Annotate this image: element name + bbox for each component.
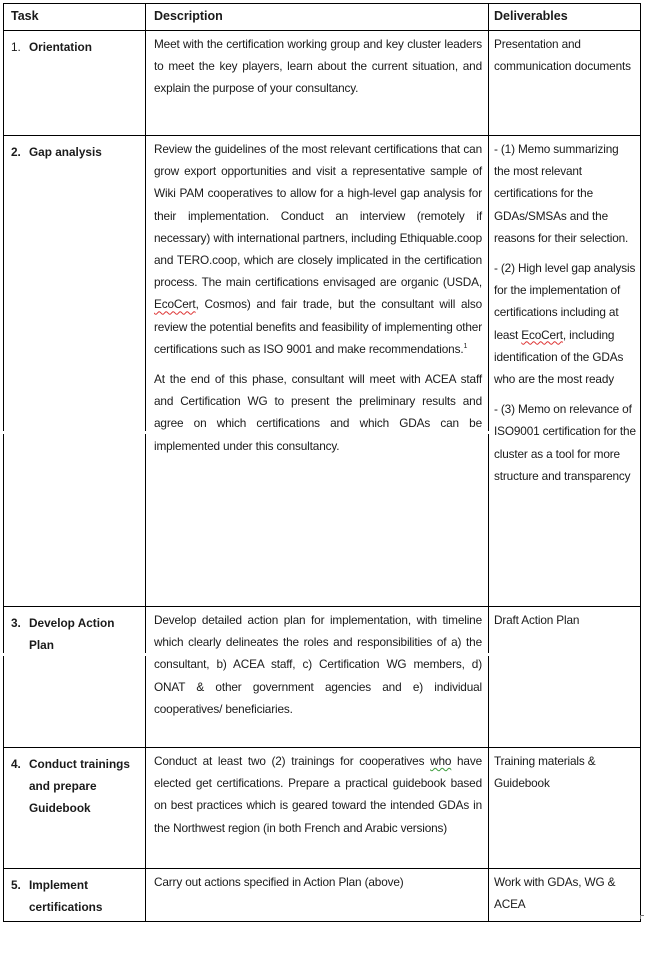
task-cell: [4, 136, 145, 606]
task-number: 1.: [11, 40, 21, 54]
description-cell: [145, 869, 488, 921]
table-row: [3, 747, 641, 868]
task-name: Develop Action Plan: [29, 616, 115, 653]
deliverable-text: - (2) High level gap analysis for the implementation of certifications including at least: [494, 261, 636, 342]
footnote-marker[interactable]: 1: [463, 342, 468, 350]
description-text: Review the guidelines of the most relevant certifications that can grow export opportunities and visit a representative sample of Wiki PAM cooperatives to allow for a high-level gap analysis for their implementation. Conduct an interview (remotely if necessary) with international partners, including Ethiquable.coop and TERO.coop, which are closely implicated in the certification process. The main certifications envisaged are organic (USDA,: [154, 142, 482, 290]
description-text: Carry out actions specified in Action Plan (above): [154, 875, 404, 889]
grammar-flagged-word[interactable]: who: [430, 754, 452, 768]
description-paragraph-2: At the end of this phase, consultant will meet with ACEA staff and Certification WG to present the preliminary results and agree on which certifications and which GDAs can be implemented under this consultancy.: [154, 372, 482, 453]
spellcheck-flagged-word[interactable]: EcoCert: [521, 327, 563, 342]
deliverable-item: - (1) Memo summarizing the most relevant certifications for the GDAs/SMSAs and the reasons for their selection.: [494, 142, 629, 245]
description-text: Develop detailed action plan for implementation, with timeline which clearly delineates the roles and responsibilities of a) the consultant, b) ACEA staff, c) Certification WG members, d) ONAT & other government agencies and e) individual cooperatives/ beneficiaries.: [154, 613, 482, 716]
deliverables-text: Draft Action Plan: [494, 613, 580, 627]
task-name: Implement certifications: [29, 878, 103, 915]
description-text: [154, 750, 482, 839]
header-task-label: Task: [11, 9, 39, 23]
page-break-gap: [2, 431, 6, 434]
header-description: [145, 4, 488, 30]
page-break-gap: [2, 653, 6, 656]
table-row: [3, 868, 641, 922]
deliverable-item: [494, 257, 636, 390]
table-row: [3, 30, 641, 135]
page-break-gap: [143, 653, 147, 656]
deliverable-item: - (3) Memo on relevance of ISO9001 certification for the cluster as a tool for more structure and transparency: [494, 402, 636, 483]
description-text: Meet with the certification working group and key cluster leaders to meet the key players, learn about the current situation, and explain the purpose of your consultancy.: [154, 37, 482, 96]
deliverables-cell: [488, 748, 640, 868]
deliverable-text: , including identification of the GDAs who are the most ready: [494, 327, 624, 387]
task-number: 4.: [11, 757, 21, 771]
task-table: [3, 3, 641, 922]
task-cell: [4, 31, 145, 135]
deliverables-cell: [488, 31, 640, 135]
page-break-gap: [143, 431, 147, 434]
description-text: , Cosmos) and fair trade, but the consultant will also review the potential benefits and feasibility of implementing other certifications such as ISO 9001 and make recommendations.: [154, 297, 482, 356]
table-end-marker: [640, 915, 641, 919]
task-number: 5.: [11, 878, 21, 892]
deliverables-cell: [488, 607, 640, 747]
deliverables-text: Training materials & Guidebook: [494, 754, 596, 791]
task-name: Gap analysis: [29, 145, 102, 159]
deliverables-cell: [488, 869, 640, 921]
description-cell: [145, 31, 488, 135]
task-cell: [4, 748, 145, 868]
task-number: 2.: [11, 145, 21, 159]
page-break-gap: [486, 431, 490, 434]
description-cell: [145, 607, 488, 747]
header-task: [4, 4, 145, 30]
page-break-gap: [486, 653, 490, 656]
deliverables-cell: [488, 136, 640, 606]
description-text-part: Conduct at least two (2) trainings for cooperatives: [154, 754, 431, 768]
deliverables-text: Work with GDAs, WG & ACEA: [494, 875, 616, 912]
spellcheck-flagged-word[interactable]: EcoCert: [154, 297, 196, 312]
header-deliverables: [488, 4, 640, 30]
description-text-part: have elected get certifications. Prepare a practical guidebook based on best practices which is geared toward the intended GDAs in the Northwest region (in both French and Arabic versions): [154, 754, 483, 835]
task-number: 3.: [11, 616, 21, 630]
description-cell: [145, 748, 488, 868]
table-row: [3, 606, 641, 747]
header-description-label: Description: [154, 9, 223, 23]
task-cell: [4, 607, 145, 747]
header-deliverables-label: Deliverables: [494, 9, 568, 23]
table-header-row: [3, 3, 641, 30]
task-name: Orientation: [29, 40, 92, 54]
description-cell: [145, 136, 488, 606]
deliverables-text: Presentation and communication documents: [494, 37, 631, 74]
task-cell: [4, 869, 145, 921]
task-name: Conduct trainings and prepare Guidebook: [29, 757, 130, 816]
table-row: [3, 135, 641, 606]
description-paragraph-1: [154, 138, 482, 360]
